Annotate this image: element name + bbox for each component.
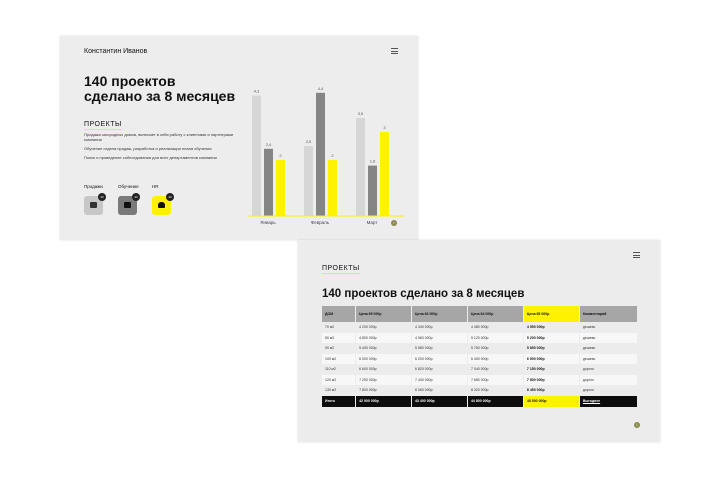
table-total-row	[322, 396, 638, 407]
page-title: 140 проектов сделано за 8 месяцев	[322, 288, 525, 300]
table-cell: 6 400 000р	[467, 354, 523, 365]
data-label: 3	[383, 125, 386, 130]
table-cell: дорого	[579, 375, 637, 386]
table-cell: 5 400 000р	[356, 343, 412, 354]
table-cell: дорого	[579, 364, 637, 375]
category-sales: Продажи	[84, 184, 103, 189]
table-cell: 7 040 000р	[467, 364, 523, 375]
total-cell: 42 000 000р	[356, 396, 412, 407]
table-cell: 80 м2	[322, 333, 356, 344]
x-tick-label: Февраль	[310, 220, 330, 225]
column-header: Цена 64 000р	[467, 306, 523, 322]
badge-hr: 43	[166, 193, 174, 201]
table-cell: 120 м2	[322, 375, 356, 386]
table-cell: 7 200 000р	[356, 375, 412, 386]
table-cell: 4 960 000р	[412, 333, 468, 344]
menu-icon[interactable]	[391, 48, 398, 56]
menu-icon[interactable]	[633, 252, 640, 260]
category-hr: HR	[152, 184, 159, 189]
table-cell: 70 м2	[322, 322, 356, 333]
table-row	[322, 364, 638, 375]
total-cell: 43 400 000р	[412, 396, 468, 407]
table-cell: 6 500 000р	[523, 354, 579, 365]
data-label: 3,5	[357, 111, 364, 116]
chart-svg	[244, 66, 414, 236]
table-header	[322, 306, 638, 322]
column-header: Цена 65 000р	[356, 306, 412, 322]
chart-bar	[316, 93, 325, 216]
table-cell: 6 200 000р	[412, 354, 468, 365]
total-cell: Итого	[322, 396, 356, 407]
price-table	[322, 306, 638, 407]
table-cell: 6 000 000р	[356, 354, 412, 365]
title-line-1: 140 проектов	[84, 73, 176, 89]
data-label: 4,4	[317, 85, 324, 91]
category-training: Обучение	[118, 184, 139, 189]
tile-training[interactable]	[118, 196, 137, 215]
page-title	[84, 74, 244, 104]
table-cell: дорого	[579, 385, 637, 396]
section-label: ПРОЕКТЫ	[84, 121, 122, 128]
info-icon[interactable]: i	[391, 220, 397, 226]
tile-hr[interactable]	[152, 196, 171, 215]
chart-bar	[264, 149, 273, 216]
chart-bar	[368, 166, 377, 216]
data-label: 1,8	[369, 158, 376, 164]
list-item: Продажа загородных домов, включает в себя работу с клиентами и партнерами компании	[84, 132, 234, 142]
chart-bar	[276, 160, 285, 216]
table-cell: 6 820 000р	[412, 364, 468, 375]
table-row	[322, 354, 638, 365]
table-cell: 5 580 000р	[412, 343, 468, 354]
list-item: Поиск и проведение собеседования для всех департаментов компании	[84, 155, 217, 160]
tile-sales[interactable]	[84, 196, 103, 215]
table-cell: 4 340 000р	[412, 322, 468, 333]
chart-bar	[304, 146, 313, 216]
table-cell: 7 150 000р	[523, 364, 579, 375]
data-label: 2,4	[265, 141, 272, 147]
chart-bar	[356, 118, 365, 216]
table-row	[322, 333, 638, 344]
people-icon	[158, 202, 165, 208]
table-cell: 4 480 000р	[467, 322, 523, 333]
table-cell: дешево	[579, 354, 637, 365]
total-cell: 44 800 000р	[467, 396, 523, 407]
data-label: 2,5	[305, 139, 312, 144]
chart-bar	[252, 96, 261, 216]
table-cell: 5 850 000р	[523, 343, 579, 354]
data-label: 2	[279, 153, 282, 158]
table-cell: 7 800 000р	[523, 375, 579, 386]
table-cell: 7 680 000р	[467, 375, 523, 386]
x-tick-label: Март	[366, 220, 378, 225]
badge-training: 43	[132, 193, 140, 201]
table-cell: 8 320 000р	[467, 385, 523, 396]
author-name: Константин Иванов	[84, 48, 148, 55]
table-cell: 7 440 000р	[412, 375, 468, 386]
badge-sales: 43	[98, 193, 106, 201]
data-label: 2	[331, 153, 334, 158]
table-cell: 5 120 000р	[467, 333, 523, 344]
info-icon[interactable]: i	[634, 422, 640, 428]
table-row	[322, 322, 638, 333]
table-cell: 6 600 000р	[356, 364, 412, 375]
table-cell: 5 200 000р	[523, 333, 579, 344]
total-link[interactable]: Выгоднее	[579, 396, 637, 407]
table-cell: 4 200 000р	[356, 322, 412, 333]
title-line-2: сделано за 8 месяцев	[84, 88, 236, 104]
table-cell: 90 м2	[322, 343, 356, 354]
total-cell: 45 500 000р	[523, 396, 579, 407]
slide-summary	[60, 36, 418, 240]
data-label: 4,3	[253, 88, 260, 94]
table-row	[322, 375, 638, 386]
table-cell: 110 м2	[322, 364, 356, 375]
chart-bar	[328, 160, 337, 216]
table-cell: 8 450 000р	[523, 385, 579, 396]
column-header: Комментарий	[579, 306, 637, 322]
list-item: Обучение отдела продаж, разработка и реализация плана обучения	[84, 146, 212, 151]
table-cell: 5 760 000р	[467, 343, 523, 354]
table-cell: дешево	[579, 333, 637, 344]
table-cell: 100 м2	[322, 354, 356, 365]
table-cell: дешево	[579, 322, 637, 333]
table-cell: 130 м2	[322, 385, 356, 396]
book-icon	[124, 202, 131, 208]
table-cell: 8 060 000р	[412, 385, 468, 396]
money-icon	[90, 202, 97, 208]
x-tick-label: Январь	[260, 220, 276, 225]
table-row	[322, 385, 638, 396]
slide-table	[298, 240, 660, 442]
chart-bar	[380, 132, 389, 216]
table-cell: 4 800 000р	[356, 333, 412, 344]
table-row	[322, 343, 638, 354]
bar-chart	[244, 66, 414, 236]
table-cell: дешево	[579, 343, 637, 354]
table-cell: 7 800 000р	[356, 385, 412, 396]
column-header: Цена 63 000р	[412, 306, 468, 322]
table-cell: 4 550 000р	[523, 322, 579, 333]
project-list	[84, 132, 234, 164]
column-header: Цена 65 000р	[523, 306, 579, 322]
column-header: ДОМ	[322, 306, 356, 322]
section-label: ПРОЕКТЫ	[322, 265, 360, 272]
